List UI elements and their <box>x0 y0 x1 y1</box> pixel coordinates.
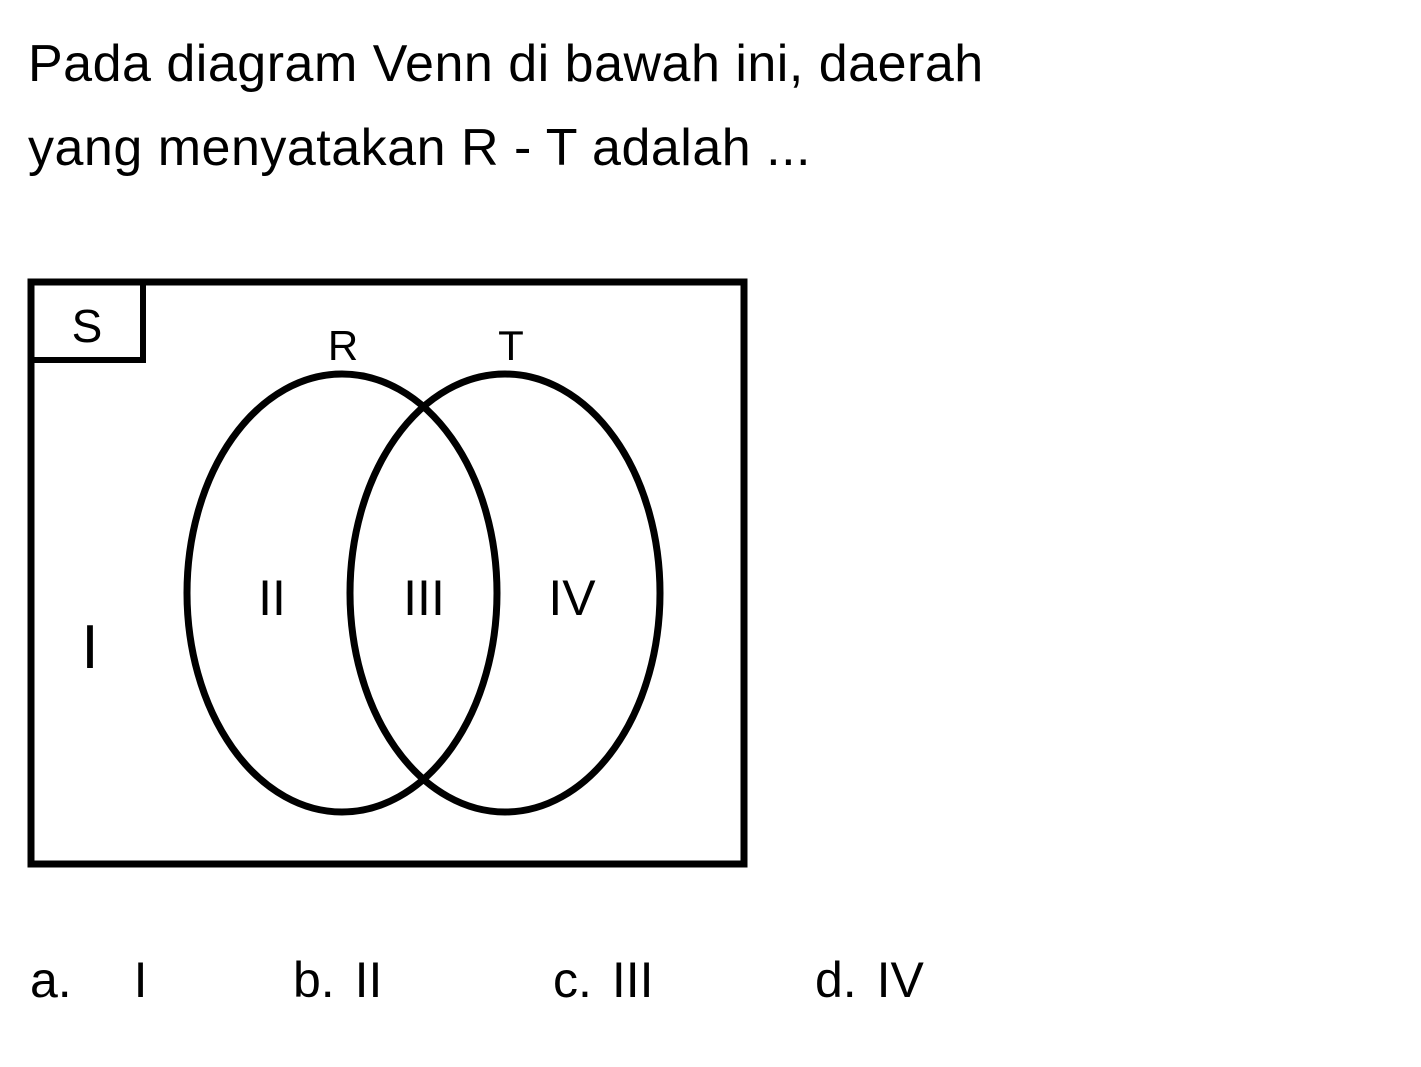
option-b[interactable] <box>293 950 382 1010</box>
option-d[interactable] <box>815 950 924 1010</box>
set-t-label: T <box>498 322 524 369</box>
region-iv-label: IV <box>548 570 596 626</box>
set-t-ellipse <box>350 374 660 812</box>
option-a-letter: a. <box>30 952 72 1008</box>
region-i-label: I <box>81 613 99 682</box>
option-a[interactable] <box>30 950 148 1010</box>
option-c[interactable] <box>553 950 654 1010</box>
option-c-letter: c. <box>553 952 592 1008</box>
set-r-ellipse <box>187 374 497 812</box>
option-d-letter: d. <box>815 952 857 1008</box>
option-b-letter: b. <box>293 952 335 1008</box>
option-b-value: II <box>354 952 383 1008</box>
universe-label: S <box>71 300 103 352</box>
question-line-2: yang menyatakan R - T adalah ... <box>28 119 811 177</box>
region-iii-label: III <box>403 570 445 626</box>
set-r-label: R <box>327 322 359 369</box>
option-a-value: I <box>133 952 148 1008</box>
option-d-value: IV <box>876 952 924 1008</box>
option-c-value: III <box>611 952 654 1008</box>
region-ii-label: II <box>258 570 286 626</box>
universe-rect <box>31 282 744 864</box>
question-line-1: Pada diagram Venn di bawah ini, daerah <box>28 35 984 93</box>
